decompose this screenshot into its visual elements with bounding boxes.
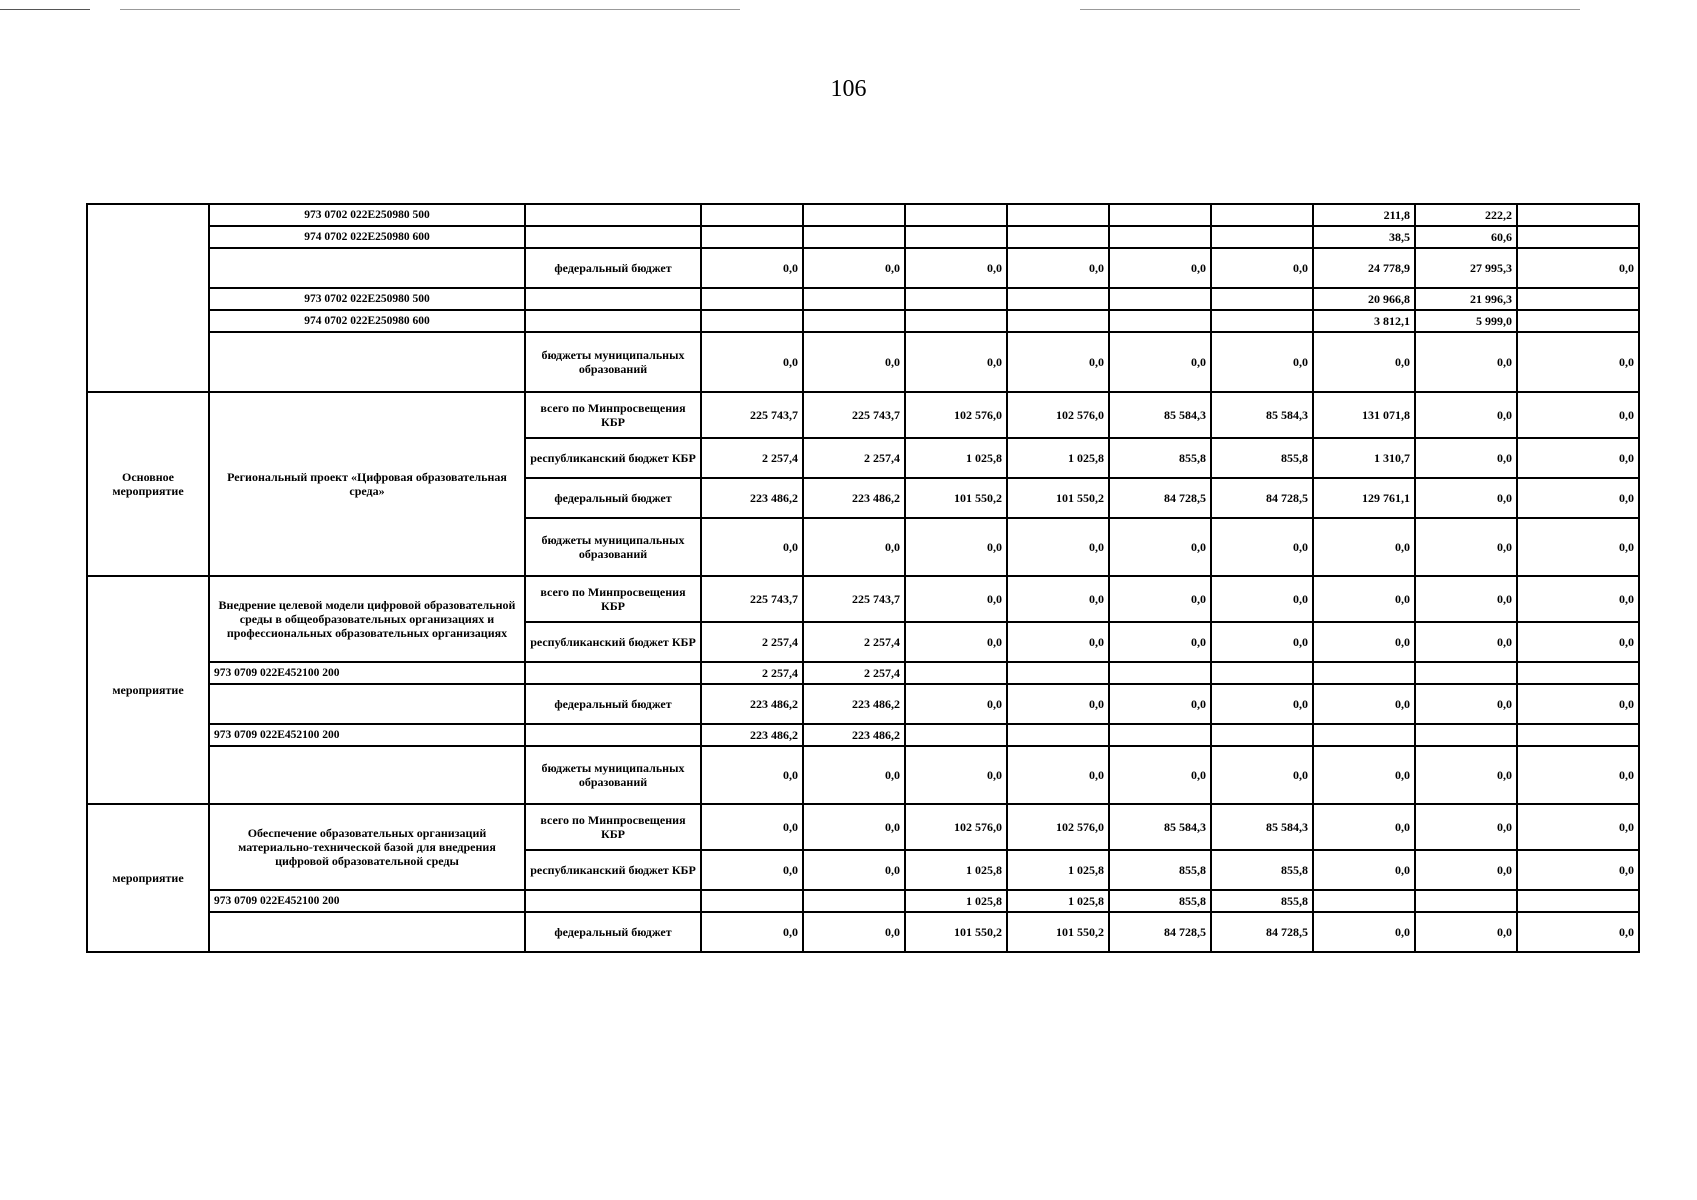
value-cell [905,662,1007,684]
value-cell: 129 761,1 [1313,478,1415,518]
value-cell [1211,310,1313,332]
value-cell: 225 743,7 [701,392,803,438]
value-cell: 223 486,2 [803,724,905,746]
value-cell: 102 576,0 [905,392,1007,438]
budget-table [86,203,1640,953]
value-cell: 102 576,0 [905,804,1007,850]
value-cell: 0,0 [1211,248,1313,288]
value-cell [701,890,803,912]
table-row [87,226,1639,248]
value-cell: 102 576,0 [1007,804,1109,850]
value-cell: 855,8 [1109,850,1211,890]
status-cell: мероприятие [87,804,209,952]
funding-source-cell: федеральный бюджет [525,478,701,518]
value-cell: 1 025,8 [1007,850,1109,890]
value-cell: 0,0 [1211,684,1313,724]
status-cell: Основное мероприятие [87,392,209,576]
value-cell [1109,288,1211,310]
source-cell [525,310,701,332]
value-cell: 102 576,0 [1007,392,1109,438]
value-cell: 84 728,5 [1109,912,1211,952]
value-cell: 0,0 [1517,392,1639,438]
kbk-code-cell: 974 0702 022Е250980 600 [209,226,525,248]
value-cell: 0,0 [905,518,1007,576]
value-cell [1415,662,1517,684]
value-cell: 5 999,0 [1415,310,1517,332]
value-cell [803,226,905,248]
kbk-code-cell: 973 0709 022Е452100 200 [209,724,525,746]
value-cell: 0,0 [701,912,803,952]
value-cell: 0,0 [1517,622,1639,662]
value-cell: 0,0 [803,850,905,890]
value-cell: 21 996,3 [1415,288,1517,310]
value-cell: 0,0 [1109,746,1211,804]
value-cell [1109,226,1211,248]
source-cell [525,662,701,684]
value-cell: 131 071,8 [1313,392,1415,438]
value-cell [1007,724,1109,746]
value-cell: 0,0 [701,850,803,890]
value-cell: 60,6 [1415,226,1517,248]
value-cell: 0,0 [1211,746,1313,804]
value-cell: 0,0 [1007,576,1109,622]
value-cell [1007,310,1109,332]
table-row [87,310,1639,332]
value-cell: 101 550,2 [1007,478,1109,518]
value-cell [905,724,1007,746]
value-cell: 0,0 [1415,332,1517,392]
value-cell: 2 257,4 [701,438,803,478]
value-cell: 0,0 [1415,392,1517,438]
value-cell: 0,0 [905,684,1007,724]
value-cell [701,226,803,248]
value-cell: 0,0 [701,248,803,288]
value-cell [905,226,1007,248]
table-row [87,332,1639,392]
value-cell: 84 728,5 [1211,912,1313,952]
value-cell: 0,0 [803,248,905,288]
event-name-cell: Внедрение целевой модели цифровой образовательной среды в общеобразовательных организациях и профессиональных образовательных организациях [209,576,525,662]
table-row [87,890,1639,912]
value-cell: 0,0 [1313,850,1415,890]
value-cell [905,288,1007,310]
value-cell: 0,0 [1313,912,1415,952]
value-cell: 0,0 [1211,622,1313,662]
value-cell: 2 257,4 [701,622,803,662]
value-cell [1007,204,1109,226]
value-cell [1517,310,1639,332]
value-cell [1517,288,1639,310]
value-cell: 0,0 [1109,518,1211,576]
value-cell: 0,0 [803,518,905,576]
value-cell: 0,0 [905,248,1007,288]
value-cell: 0,0 [1007,518,1109,576]
value-cell: 3 812,1 [1313,310,1415,332]
value-cell [1517,890,1639,912]
value-cell: 0,0 [1517,684,1639,724]
table-row [87,912,1639,952]
funding-source-cell: всего по Минпросвещения КБР [525,392,701,438]
value-cell: 0,0 [1415,746,1517,804]
value-cell: 20 966,8 [1313,288,1415,310]
status-cell: мероприятие [87,576,209,804]
value-cell [803,310,905,332]
value-cell: 24 778,9 [1313,248,1415,288]
value-cell: 101 550,2 [1007,912,1109,952]
value-cell [803,204,905,226]
kbk-code-cell: 974 0702 022Е250980 600 [209,310,525,332]
value-cell [1211,288,1313,310]
value-cell: 0,0 [1517,518,1639,576]
page-number: 106 [830,76,867,102]
value-cell [1517,204,1639,226]
value-cell: 0,0 [1517,332,1639,392]
value-cell: 0,0 [905,332,1007,392]
value-cell: 0,0 [1109,684,1211,724]
value-cell [1313,662,1415,684]
value-cell [701,204,803,226]
scan-artifact-line [0,9,90,10]
source-cell [525,226,701,248]
kbk-code-cell: 973 0709 022Е452100 200 [209,890,525,912]
value-cell: 0,0 [1007,684,1109,724]
value-cell: 38,5 [1313,226,1415,248]
value-cell [1313,890,1415,912]
funding-source-cell: республиканский бюджет КБР [525,850,701,890]
value-cell [701,288,803,310]
value-cell: 85 584,3 [1109,804,1211,850]
value-cell: 0,0 [803,804,905,850]
value-cell: 1 025,8 [905,438,1007,478]
value-cell: 223 486,2 [803,478,905,518]
value-cell [905,310,1007,332]
value-cell: 855,8 [1109,438,1211,478]
value-cell [1517,724,1639,746]
funding-source-cell: федеральный бюджет [525,248,701,288]
value-cell: 0,0 [1211,576,1313,622]
value-cell: 0,0 [1313,622,1415,662]
value-cell: 0,0 [803,332,905,392]
value-cell: 223 486,2 [701,724,803,746]
value-cell: 0,0 [701,518,803,576]
value-cell: 0,0 [1313,332,1415,392]
value-cell: 0,0 [1415,912,1517,952]
funding-source-cell: бюджеты муниципальных образований [525,518,701,576]
value-cell [1211,662,1313,684]
value-cell: 0,0 [803,746,905,804]
value-cell [1517,226,1639,248]
value-cell [1109,204,1211,226]
value-cell: 85 584,3 [1211,392,1313,438]
table-row [87,288,1639,310]
value-cell: 855,8 [1211,438,1313,478]
value-cell: 0,0 [1313,746,1415,804]
value-cell: 222,2 [1415,204,1517,226]
value-cell: 0,0 [1517,478,1639,518]
table-row [87,204,1639,226]
name-cell [209,746,525,804]
value-cell: 2 257,4 [701,662,803,684]
value-cell: 0,0 [701,804,803,850]
value-cell: 0,0 [1211,332,1313,392]
value-cell [803,288,905,310]
scan-artifact-line [1080,9,1580,10]
value-cell: 0,0 [905,622,1007,662]
funding-source-cell: федеральный бюджет [525,684,701,724]
name-cell [209,248,525,288]
value-cell: 855,8 [1109,890,1211,912]
funding-source-cell: республиканский бюджет КБР [525,622,701,662]
value-cell [1007,662,1109,684]
kbk-code-cell: 973 0709 022Е452100 200 [209,662,525,684]
value-cell: 0,0 [1415,478,1517,518]
value-cell: 855,8 [1211,890,1313,912]
value-cell: 1 310,7 [1313,438,1415,478]
value-cell [1109,724,1211,746]
value-cell: 0,0 [1415,684,1517,724]
value-cell [701,310,803,332]
value-cell: 0,0 [1313,576,1415,622]
value-cell: 0,0 [1517,248,1639,288]
value-cell: 223 486,2 [701,684,803,724]
value-cell: 0,0 [1109,332,1211,392]
value-cell: 1 025,8 [905,850,1007,890]
source-cell [525,890,701,912]
value-cell: 0,0 [803,912,905,952]
source-cell [525,724,701,746]
value-cell: 0,0 [1415,850,1517,890]
funding-source-cell: бюджеты муниципальных образований [525,746,701,804]
funding-source-cell: бюджеты муниципальных образований [525,332,701,392]
value-cell: 0,0 [1109,622,1211,662]
value-cell [1211,204,1313,226]
value-cell: 85 584,3 [1211,804,1313,850]
value-cell: 0,0 [1517,804,1639,850]
value-cell: 0,0 [701,746,803,804]
value-cell: 101 550,2 [905,478,1007,518]
kbk-code-cell: 973 0702 022Е250980 500 [209,204,525,226]
value-cell: 1 025,8 [1007,890,1109,912]
value-cell [1211,226,1313,248]
value-cell [803,890,905,912]
value-cell: 0,0 [1211,518,1313,576]
table-row [87,804,1639,850]
value-cell: 2 257,4 [803,622,905,662]
value-cell: 0,0 [1415,576,1517,622]
value-cell: 225 743,7 [803,392,905,438]
table-row [87,662,1639,684]
value-cell [1211,724,1313,746]
event-name-cell: Региональный проект «Цифровая образовательная среда» [209,392,525,576]
source-cell [525,204,701,226]
name-cell [209,332,525,392]
value-cell [1517,662,1639,684]
value-cell: 0,0 [905,746,1007,804]
value-cell: 0,0 [1415,804,1517,850]
value-cell: 0,0 [1517,912,1639,952]
scan-artifact-line [120,9,740,10]
value-cell: 1 025,8 [1007,438,1109,478]
value-cell: 1 025,8 [905,890,1007,912]
value-cell: 0,0 [1415,438,1517,478]
value-cell: 225 743,7 [803,576,905,622]
value-cell: 0,0 [1007,622,1109,662]
funding-source-cell: всего по Минпросвещения КБР [525,576,701,622]
name-cell [209,684,525,724]
value-cell: 855,8 [1211,850,1313,890]
value-cell: 27 995,3 [1415,248,1517,288]
value-cell: 0,0 [1415,518,1517,576]
value-cell: 0,0 [701,332,803,392]
value-cell [1313,724,1415,746]
value-cell [1109,662,1211,684]
value-cell: 101 550,2 [905,912,1007,952]
value-cell: 0,0 [1007,746,1109,804]
value-cell [1415,724,1517,746]
value-cell: 0,0 [1313,804,1415,850]
name-cell [209,912,525,952]
source-cell [525,288,701,310]
value-cell: 223 486,2 [803,684,905,724]
value-cell: 0,0 [1517,576,1639,622]
value-cell: 0,0 [1415,622,1517,662]
value-cell: 0,0 [905,576,1007,622]
value-cell [1415,890,1517,912]
value-cell: 0,0 [1517,746,1639,804]
value-cell: 0,0 [1007,332,1109,392]
value-cell: 0,0 [1109,576,1211,622]
table-row [87,684,1639,724]
value-cell: 0,0 [1517,438,1639,478]
value-cell [1007,226,1109,248]
event-name-cell: Обеспечение образовательных организаций материально-технической базой для внедрения цифровой образовательной среды [209,804,525,890]
funding-source-cell: республиканский бюджет КБР [525,438,701,478]
value-cell: 223 486,2 [701,478,803,518]
value-cell: 85 584,3 [1109,392,1211,438]
value-cell [1007,288,1109,310]
value-cell: 211,8 [1313,204,1415,226]
value-cell: 84 728,5 [1109,478,1211,518]
value-cell: 0,0 [1007,248,1109,288]
table-row [87,248,1639,288]
table-row [87,746,1639,804]
value-cell: 0,0 [1313,518,1415,576]
value-cell [1109,310,1211,332]
value-cell: 225 743,7 [701,576,803,622]
kbk-code-cell: 973 0702 022Е250980 500 [209,288,525,310]
funding-source-cell: всего по Минпросвещения КБР [525,804,701,850]
value-cell: 84 728,5 [1211,478,1313,518]
value-cell: 0,0 [1313,684,1415,724]
value-cell: 2 257,4 [803,662,905,684]
funding-source-cell: федеральный бюджет [525,912,701,952]
value-cell [905,204,1007,226]
value-cell: 0,0 [1109,248,1211,288]
table-row [87,576,1639,622]
value-cell: 0,0 [1517,850,1639,890]
value-cell: 2 257,4 [803,438,905,478]
table-row [87,392,1639,438]
table-row [87,724,1639,746]
status-cell [87,204,209,392]
